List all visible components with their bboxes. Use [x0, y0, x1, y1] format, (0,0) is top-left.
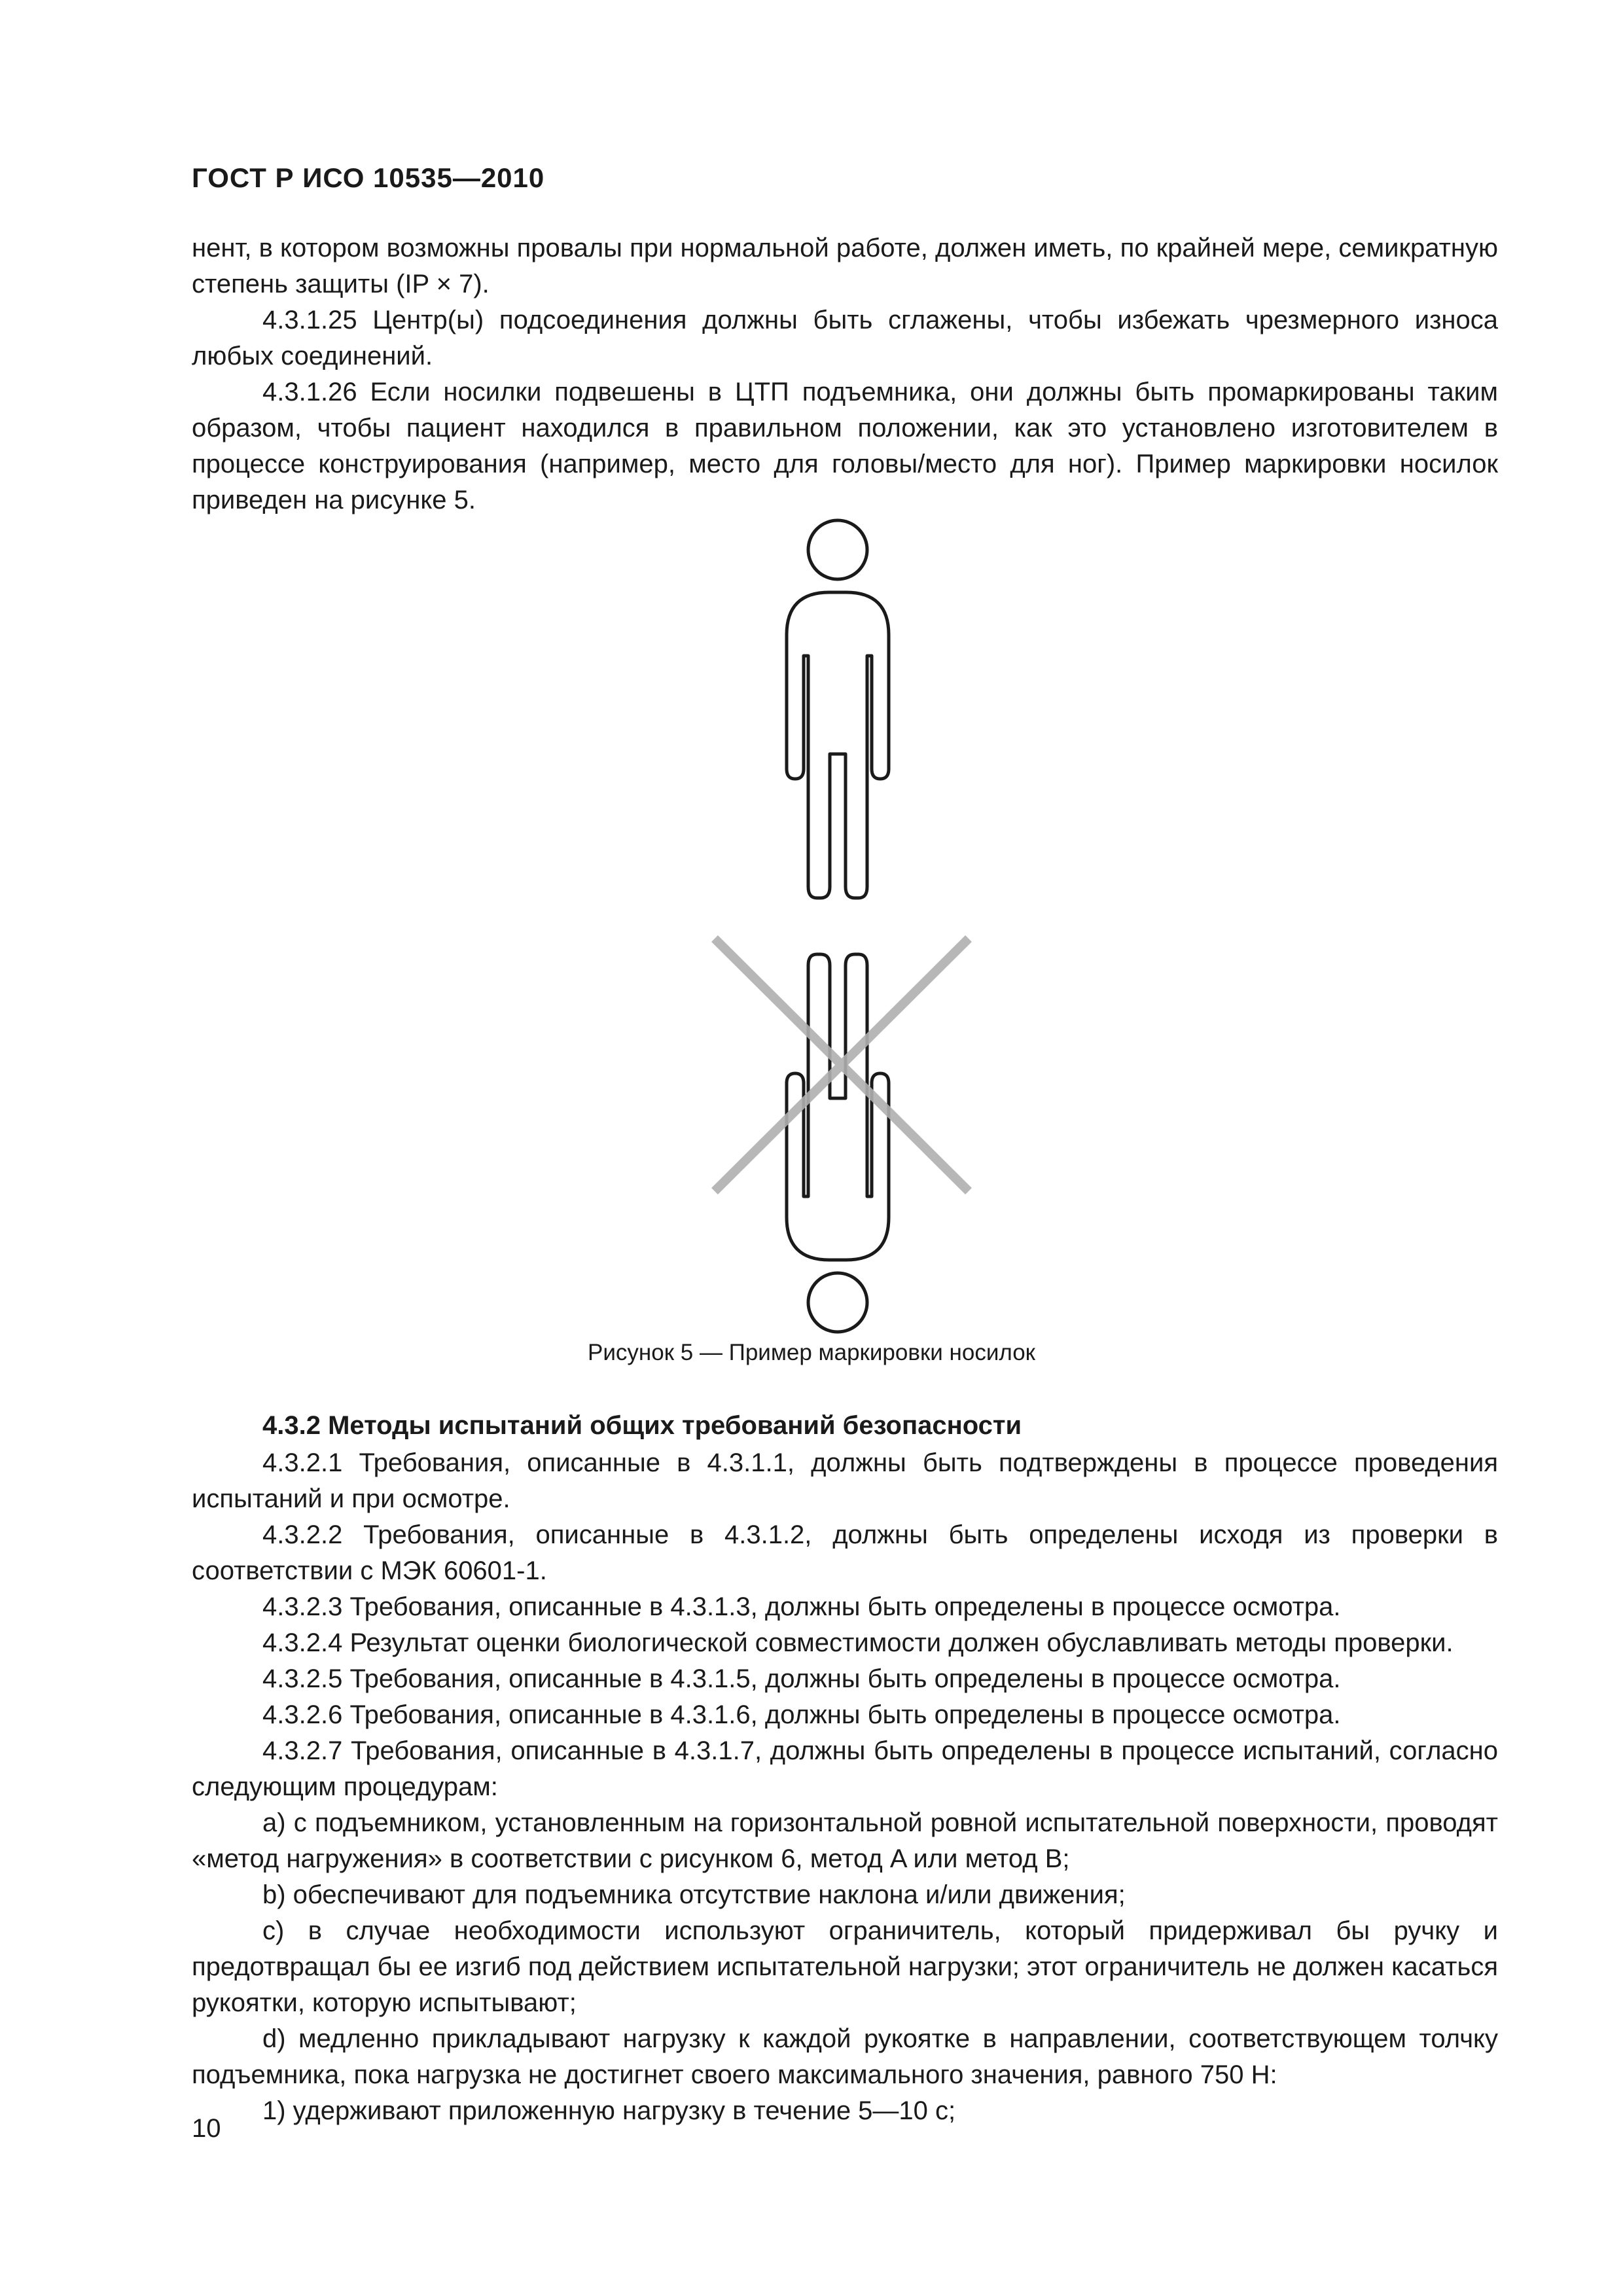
section-text — [192, 1445, 1498, 2129]
paragraph: 4.3.2.1 Требования, описанные в 4.3.1.1, должны быть подтверждены в процессе проведения испытаний и при осмотре. — [192, 1448, 1498, 1513]
paragraph: 4.3.1.26 Если носилки подвешены в ЦТП подъемника, они должны быть промаркированы таким образом, чтобы пациент находился в правильном положении, как это установлено изготовителем в процессе конструирования (например, место для головы/место для ног). Пример маркировки носилок приведен на рисунке 5. — [192, 378, 1498, 514]
list-item: c) в случае необходимости используют ограничитель, который придерживал бы ручку и предотвращал бы ее изгиб под действием испытательной нагрузки; этот ограничитель не должен касаться рукоятки, которую испытывают; — [192, 1916, 1498, 2017]
paragraph: 4.3.2.5 Требования, описанные в 4.3.1.5, должны быть определены в процессе осмотра. — [262, 1664, 1341, 1693]
document-header: ГОСТ Р ИСО 10535—2010 — [192, 162, 545, 193]
list-item: a) с подъемником, установленным на горизонтальной ровной испытательной поверхности, проводят «метод нагружения» в соответствии с рисунком 6, метод A или метод B; — [192, 1808, 1498, 1873]
intro-text — [192, 230, 1498, 518]
cross-mark-icon — [715, 939, 969, 1191]
section-title: 4.3.2 Методы испытаний общих требований безопасности — [262, 1411, 1022, 1440]
paragraph: 4.3.2.3 Требования, описанные в 4.3.1.3, должны быть определены в процессе осмотра. — [262, 1592, 1341, 1621]
list-item: 1) удерживают приложенную нагрузку в течение 5—10 с; — [262, 2096, 956, 2125]
list-item: d) медленно прикладывают нагрузку к каждой рукоятке в направлении, соответствующем толчку подъемника, пока нагрузка не достигнет своего максимального значения, равного 750 Н: — [192, 2024, 1498, 2089]
paragraph: 4.3.2.2 Требования, описанные в 4.3.1.2, должны быть определены исходя из проверки в соответствии с МЭК 60601-1. — [192, 1520, 1498, 1585]
page-number: 10 — [192, 2114, 221, 2143]
paragraph: нент, в котором возможны провалы при нормальной работе, должен иметь, по крайней мере, семикратную степень защиты (IP × 7). — [192, 234, 1498, 298]
upright-person-icon — [787, 520, 889, 898]
paragraph: 4.3.2.7 Требования, описанные в 4.3.1.7, должны быть определены в процессе испытаний, согласно следующим процедурам: — [192, 1736, 1498, 1801]
paragraph: 4.3.1.25 Центр(ы) подсоединения должны быть сглажены, чтобы избежать чрезмерного износа любых соединений. — [192, 306, 1498, 370]
figure-caption: Рисунок 5 — Пример маркировки носилок — [588, 1340, 1035, 1365]
paragraph: 4.3.2.6 Требования, описанные в 4.3.1.6, должны быть определены в процессе осмотра. — [262, 1700, 1341, 1729]
inverted-person-icon — [787, 954, 889, 1332]
list-item: b) обеспечивают для подъемника отсутствие наклона и/или движения; — [262, 1880, 1126, 1909]
stretcher-marking-figure — [674, 511, 1001, 1342]
paragraph: 4.3.2.4 Результат оценки биологической совместимости должен обуславливать методы проверки. — [262, 1628, 1454, 1657]
